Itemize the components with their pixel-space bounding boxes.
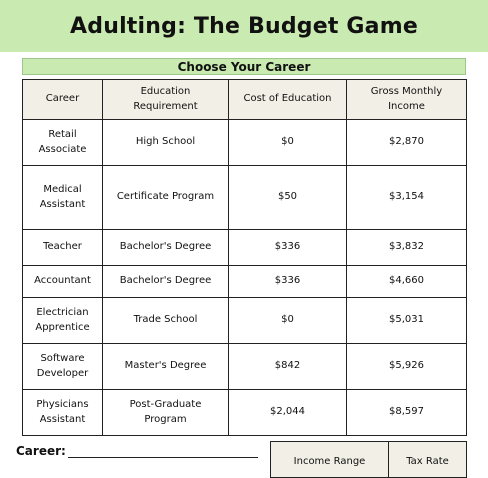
cell-income: $5,926 (347, 344, 467, 390)
section-heading: Choose Your Career (22, 58, 466, 75)
title-banner (0, 0, 488, 52)
cell-education: Master's Degree (103, 344, 229, 390)
career-field-label: Career: (16, 444, 66, 458)
cell-education: Bachelor's Degree (103, 266, 229, 298)
cell-education: Post-Graduate Program (103, 390, 229, 436)
cell-income: $3,832 (347, 230, 467, 266)
cell-career: Accountant (23, 266, 103, 298)
table-row (23, 166, 467, 230)
cell-career: Medical Assistant (23, 166, 103, 230)
career-write-in-blank[interactable] (68, 445, 258, 458)
table-row (23, 120, 467, 166)
cell-income: $2,870 (347, 120, 467, 166)
cell-cost: $2,044 (229, 390, 347, 436)
header-income: Gross Monthly Income (347, 80, 467, 120)
cell-career: Electrician Apprentice (23, 298, 103, 344)
career-table (22, 79, 467, 436)
header-career: Career (23, 80, 103, 120)
table-row (23, 298, 467, 344)
cell-cost: $842 (229, 344, 347, 390)
cell-income: $8,597 (347, 390, 467, 436)
career-table-header-row (23, 80, 467, 120)
cell-career: Retail Associate (23, 120, 103, 166)
header-cost: Cost of Education (229, 80, 347, 120)
table-row (23, 230, 467, 266)
page-title: Adulting: The Budget Game (70, 13, 418, 39)
cell-cost: $0 (229, 120, 347, 166)
header-tax-rate: Tax Rate (389, 442, 467, 478)
header-income-range: Income Range (271, 442, 389, 478)
table-row (23, 390, 467, 436)
table-row (23, 344, 467, 390)
tax-table-header-row (271, 442, 467, 478)
cell-education: Certificate Program (103, 166, 229, 230)
cell-career: Teacher (23, 230, 103, 266)
cell-education: Bachelor's Degree (103, 230, 229, 266)
cell-education: Trade School (103, 298, 229, 344)
cell-education: High School (103, 120, 229, 166)
header-education: Education Requirement (103, 80, 229, 120)
cell-career: Software Developer (23, 344, 103, 390)
cell-cost: $336 (229, 266, 347, 298)
cell-career: Physicians Assistant (23, 390, 103, 436)
tax-table (270, 441, 467, 478)
cell-cost: $336 (229, 230, 347, 266)
cell-income: $4,660 (347, 266, 467, 298)
cell-cost: $50 (229, 166, 347, 230)
cell-income: $3,154 (347, 166, 467, 230)
table-row (23, 266, 467, 298)
cell-income: $5,031 (347, 298, 467, 344)
career-field (16, 444, 258, 458)
cell-cost: $0 (229, 298, 347, 344)
